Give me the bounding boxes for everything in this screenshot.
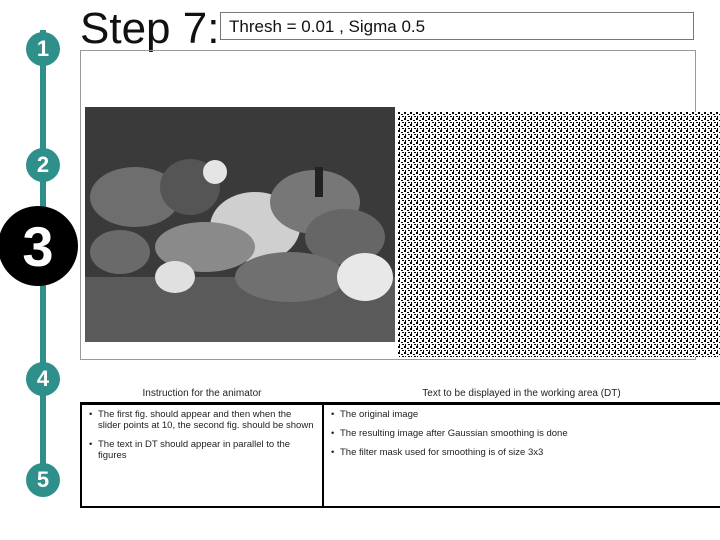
dt-item: • The filter mask used for smoothing is of size 3x3: [340, 447, 714, 458]
page-title: Step 7:: [80, 4, 220, 53]
parameter-display: Thresh = 0.01 , Sigma 0.5: [220, 12, 694, 40]
animator-item: • The text in DT should appear in parallel to the figures: [98, 439, 316, 461]
dt-text: [323, 404, 720, 508]
step-2-button[interactable]: 2: [26, 148, 60, 182]
step-1-button[interactable]: 1: [26, 32, 60, 66]
step-5-button[interactable]: 5: [26, 463, 60, 497]
edge-map-icon: [398, 112, 720, 357]
result-image: [398, 112, 720, 357]
step-4-button[interactable]: 4: [26, 362, 60, 396]
original-image: [85, 107, 395, 342]
instruction-table: [80, 384, 720, 508]
dt-column-header: Text to be displayed in the working area (DT): [323, 384, 720, 404]
peppers-photo-icon: [85, 107, 395, 342]
animator-item: • The first fig. should appear and then when the slider points at 10, the second fig. should be shown: [98, 409, 316, 431]
animator-column-header: Instruction for the animator: [81, 384, 323, 404]
dt-item: • The resulting image after Gaussian smoothing is done: [340, 428, 714, 439]
step-3-button[interactable]: 3: [0, 206, 78, 286]
dt-item: • The original image: [340, 409, 714, 420]
animator-instructions: [81, 404, 323, 508]
